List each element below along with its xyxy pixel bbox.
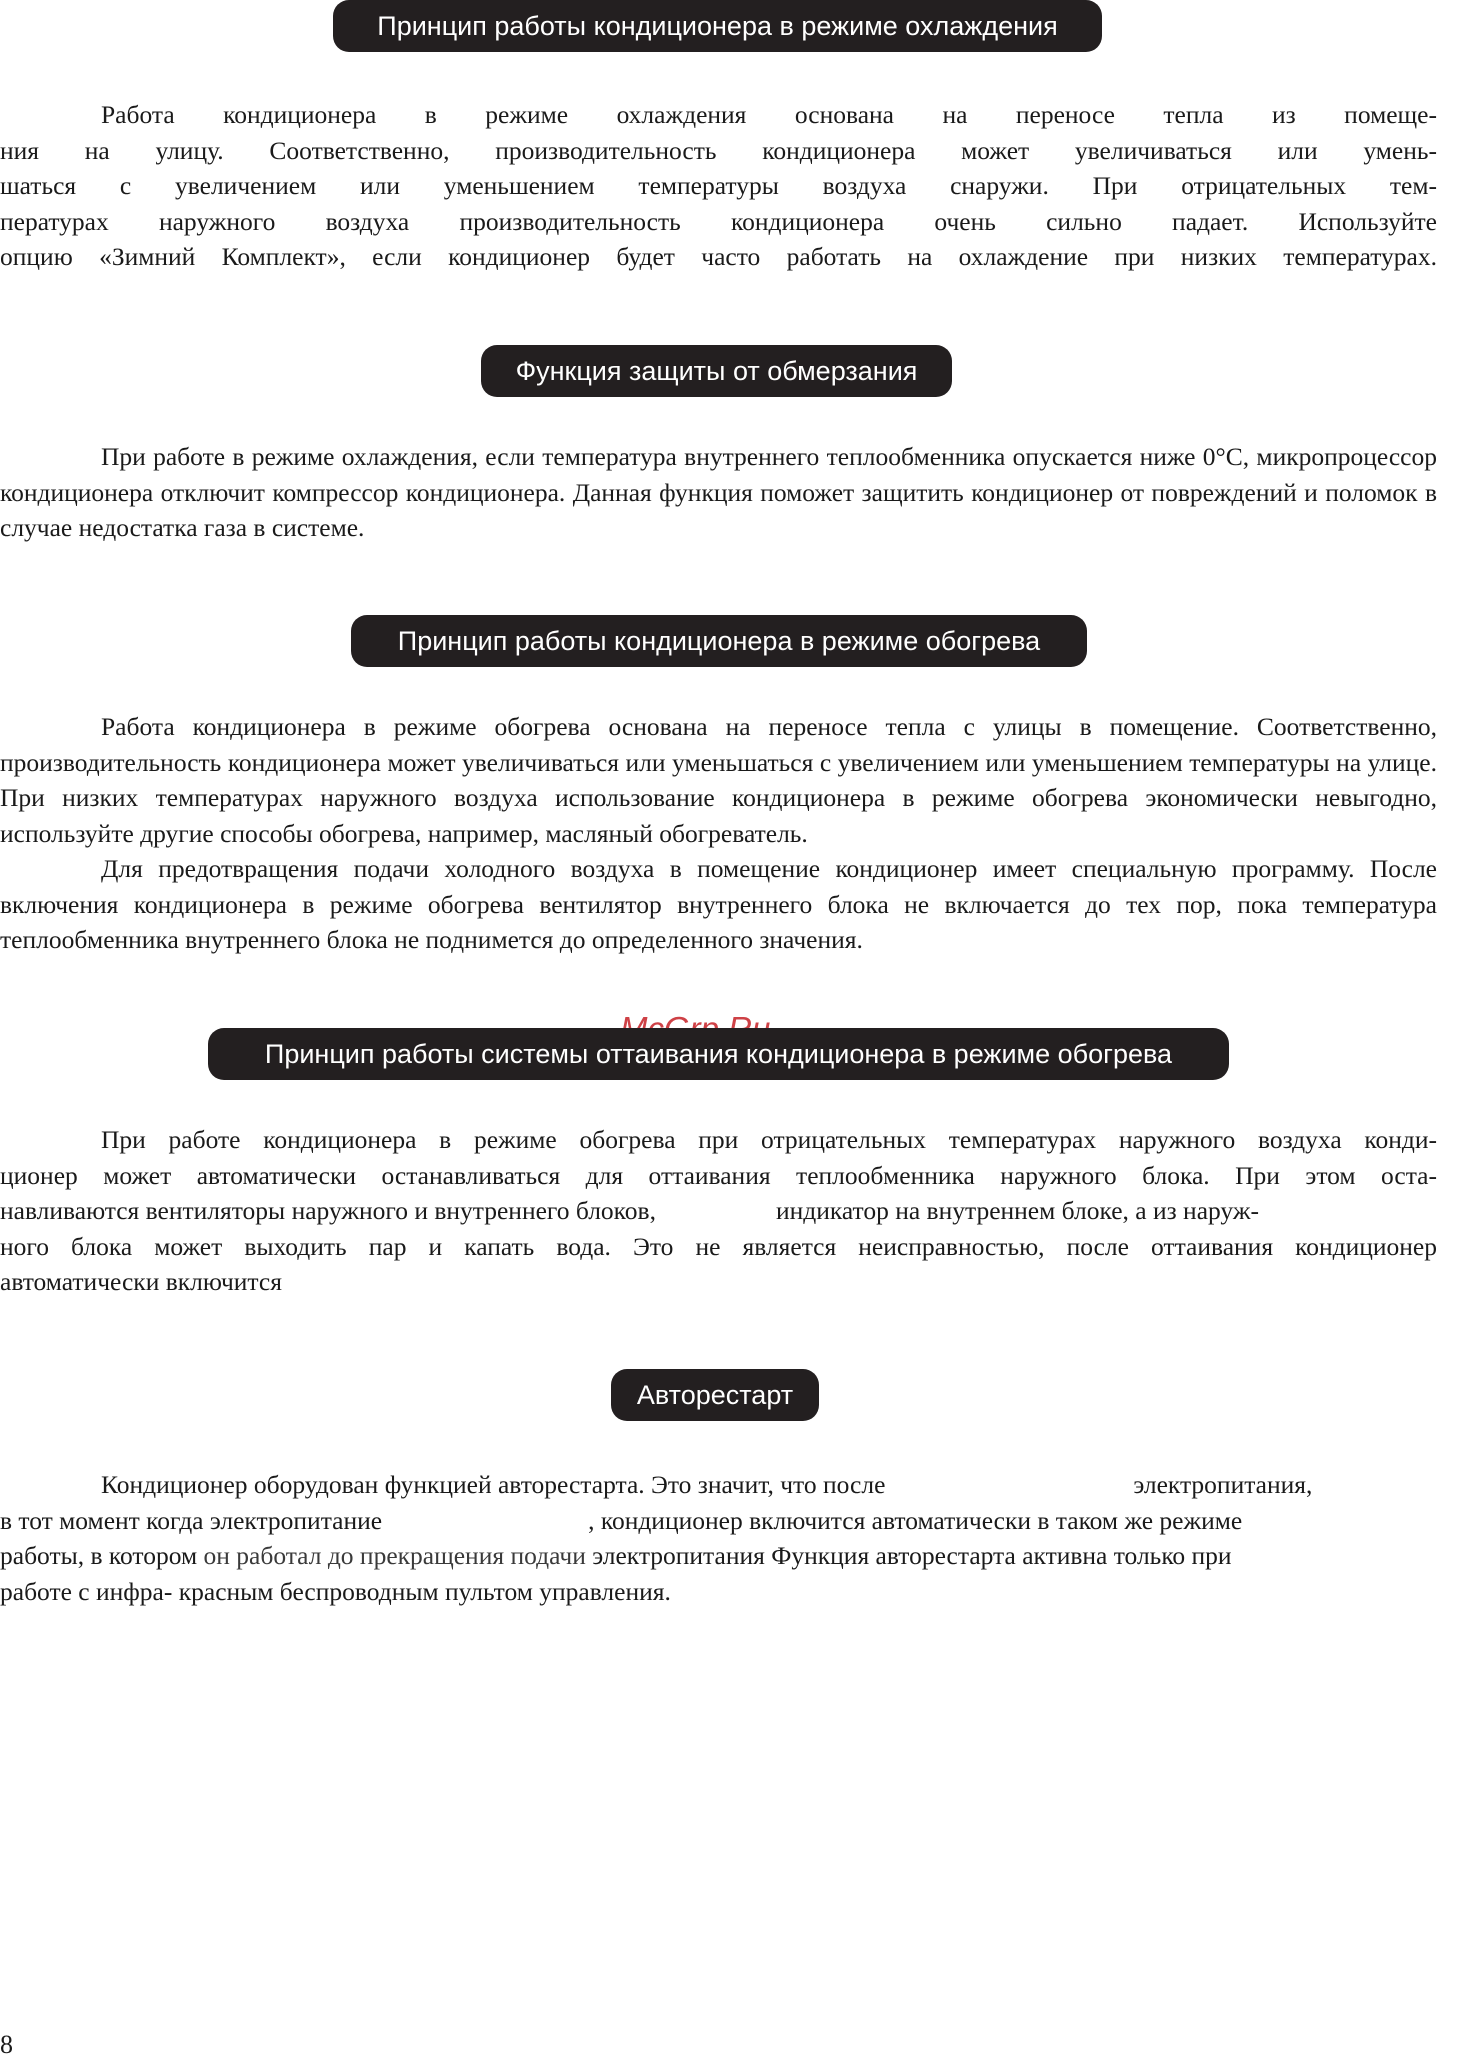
text-line: ционер может автоматически останавливаться для оттаивания теплообменника наружного блока. При этом оста- — [0, 1160, 1437, 1190]
text-fragment: , кондиционер включится автоматически в таком же режиме — [588, 1505, 1243, 1535]
section-heading-defrost: Принцип работы системы оттаивания кондиционера в режиме обогрева — [208, 1028, 1229, 1080]
text-line-split — [0, 1503, 1437, 1539]
text-line: опцию «Зимний Комплект», если кондиционер будет часто работать на охлаждение при низких температурах. — [0, 242, 1437, 271]
section-heading-antifreeze: Функция защиты от обмерзания — [481, 345, 952, 397]
text-line-split — [0, 1538, 1437, 1574]
text-fragment: Кондиционер оборудован функцией авторестарта. Это значит, что после — [101, 1470, 886, 1499]
page-number: 8 — [0, 2030, 13, 2059]
text-fragment: он работал до прекращения подачи — [203, 1541, 586, 1570]
text-line-split — [0, 1467, 1437, 1503]
text-line: ного блока может выходить пар и капать вода. Это не является неисправностью, после оттаивания кондиционер — [0, 1231, 1437, 1261]
paragraph-heating-2: Для предотвращения подачи холодного воздуха в помещение кондиционер имеет специальную программу. После включения кондиционера в режиме обогрева вентилятор внутреннего блока не включается до тех пор, пока температура теплообменника внутреннего блока не поднимется до определенного значения. — [0, 854, 1437, 954]
section-heading-heating: Принцип работы кондиционера в режиме обогрева — [351, 615, 1087, 667]
text-fragment: электропитания, — [1133, 1470, 1313, 1499]
paragraph-autorestart — [0, 1467, 1437, 1609]
text-fragment: навливаются вентиляторы наружного и внутреннего блоков, — [0, 1196, 656, 1225]
text-line-split — [0, 1193, 1437, 1229]
text-line: автоматически включится — [0, 1267, 282, 1296]
text-fragment: индикатор на внутреннем блоке, а из наруж- — [775, 1196, 1259, 1225]
text-line: ния на улицу. Соответственно, производительность кондиционера может увеличиваться или умень- — [0, 135, 1437, 165]
text-line: шаться с увеличением или уменьшением температуры воздуха снаружи. При отрицательных тем- — [0, 171, 1437, 200]
paragraph-cooling — [0, 97, 1437, 275]
paragraph-antifreeze: При работе в режиме охлаждения, если температура внутреннего теплообменника опускается ниже 0°С, микропроцессор кондиционера отключит компрессор кондиционера. Данная функция поможет защитить кондиционер от повреждений и поломок в случае недостатка газа в системе. — [0, 442, 1437, 542]
paragraph-heating-1: Работа кондиционера в режиме обогрева основана на переносе тепла с улицы в помещение. Соответственно, производительность кондиционера может увеличиваться или уменьшаться с увеличением или уменьшением температуры на улице. При низких температурах наружного воздуха использование кондиционера в режиме обогрева экономически невыгодно, используйте другие способы обогрева, например, масляный обогреватель. — [0, 712, 1437, 848]
text-fragment: в тот момент когда электропитание — [0, 1505, 383, 1535]
text-line: работе с инфра- красным беспроводным пультом управления. — [0, 1576, 671, 1606]
section-heading-autorestart: Авторестарт — [611, 1369, 819, 1421]
text-fragment: электропитания Функция авторестарта активна только при — [592, 1541, 1232, 1570]
section-heading-cooling: Принцип работы кондиционера в режиме охлаждения — [333, 0, 1102, 52]
text-fragment: работы, в котором — [0, 1541, 198, 1570]
paragraph-defrost — [0, 1122, 1437, 1300]
text-line: пературах наружного воздуха производительность кондиционера очень сильно падает. Используйте — [0, 206, 1437, 236]
text-line: Работа кондиционера в режиме охлаждения основана на переносе тепла из помеще- — [101, 100, 1437, 129]
text-line: При работе кондиционера в режиме обогрева при отрицательных температурах наружного воздуха конди- — [101, 1125, 1437, 1154]
